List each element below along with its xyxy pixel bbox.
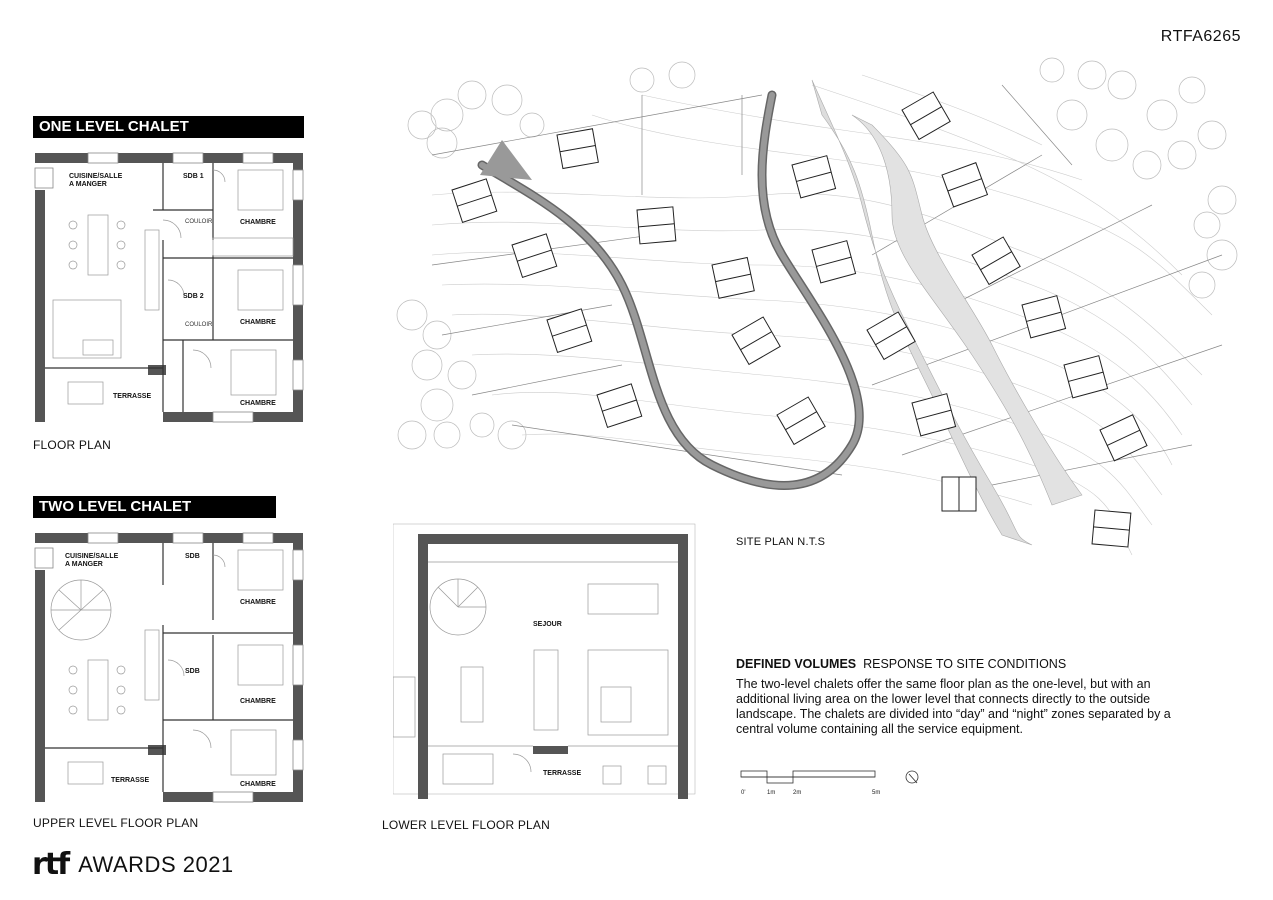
chambre3-label: CHAMBRE: [240, 400, 276, 407]
kitchen-label-2: A MANGER: [65, 561, 103, 568]
scale-bar: [736, 765, 926, 799]
site-plan: [392, 55, 1242, 590]
north-arrow-icon: [906, 771, 918, 783]
site-plan-caption: SITE PLAN N.T.S: [736, 536, 826, 548]
terrasse-label: TERRASSE: [113, 393, 152, 400]
description-body: The two-level chalets offer the same floor plan as the one-level, but with an additional living area on the lower level that connects directly to the outside landscape. The chalets are divided into “day” and “night” zones separated by a central volume containing all the service equipment.: [736, 677, 1171, 736]
awards-logo: [32, 847, 234, 882]
description-heading: [736, 657, 1066, 671]
two-level-title: TWO LEVEL CHALET: [33, 496, 276, 518]
chambre2-label: CHAMBRE: [240, 319, 276, 326]
kitchen-label-2: A MANGER: [69, 181, 107, 188]
scale-label-2: 2m: [793, 790, 802, 796]
chambre1-label: CHAMBRE: [240, 219, 276, 226]
awards-title: AWARDS 2021: [78, 852, 234, 877]
sdb-a-label: SDB: [185, 553, 200, 560]
sdb2-label: SDB 2: [183, 293, 204, 300]
description-heading-bold: DEFINED VOLUMES: [736, 657, 857, 671]
project-code: RTFA6265: [1160, 28, 1241, 45]
sejour-label: SEJOUR: [533, 621, 562, 628]
kitchen-label-1: CUISINE/SALLE: [65, 553, 119, 560]
scale-label-0: 0': [741, 790, 746, 796]
one-level-caption: FLOOR PLAN: [33, 438, 112, 452]
lower-level-caption: LOWER LEVEL FLOOR PLAN: [382, 818, 551, 832]
upper-level-floor-plan: [33, 530, 305, 805]
one-level-title: ONE LEVEL CHALET: [33, 116, 304, 138]
chambre3-label: CHAMBRE: [240, 781, 276, 788]
scale-label-1: 1m: [767, 790, 776, 796]
terrasse-label: TERRASSE: [111, 777, 150, 784]
rtf-logo-mark: rtf: [32, 847, 69, 882]
scale-label-5: 5m: [872, 790, 881, 796]
kitchen-label-1: CUISINE/SALLE: [69, 173, 123, 180]
sdb1-label: SDB 1: [183, 173, 204, 180]
upper-level-caption: UPPER LEVEL FLOOR PLAN: [33, 816, 199, 830]
terrasse-lower-label: TERRASSE: [543, 770, 582, 777]
description-heading-rest: RESPONSE TO SITE CONDITIONS: [863, 657, 1067, 671]
chambre2-label: CHAMBRE: [240, 698, 276, 705]
couloir2-label: COULOIR: [185, 322, 213, 328]
one-level-floor-plan: [33, 150, 305, 425]
couloir1-label: COULOIR: [185, 219, 213, 225]
sdb-b-label: SDB: [185, 668, 200, 675]
chambre1-label: CHAMBRE: [240, 599, 276, 606]
